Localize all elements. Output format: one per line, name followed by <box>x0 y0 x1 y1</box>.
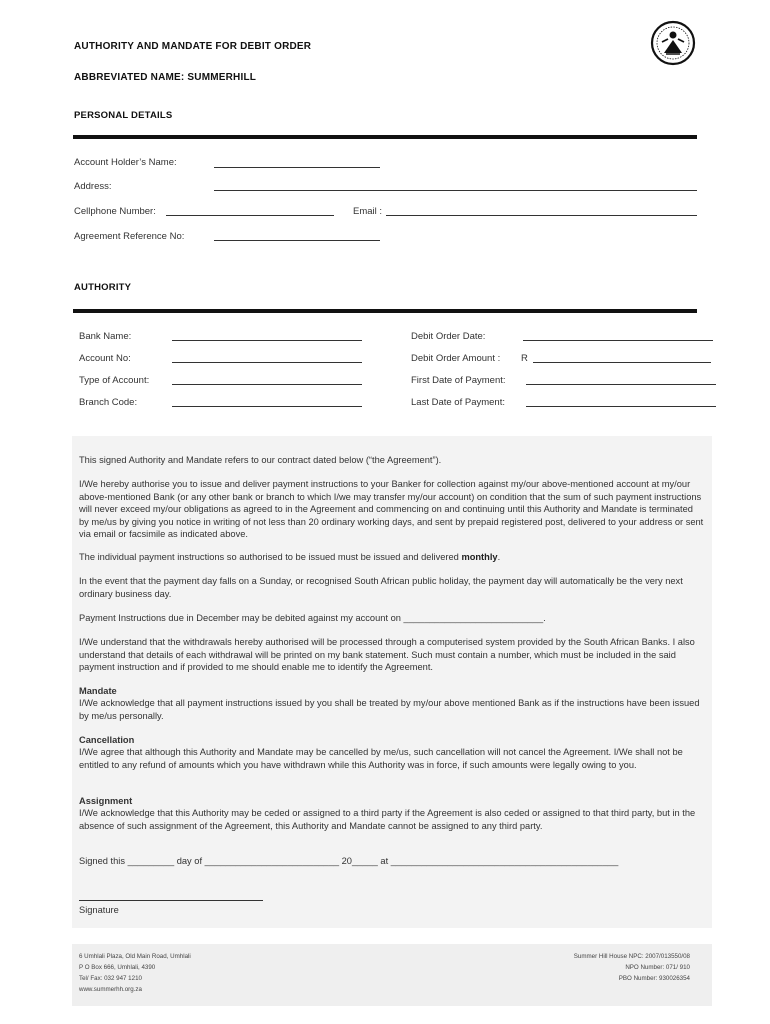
signed-line[interactable]: Signed this _________ day of __________________________ 20_____ at ____________________________________________ <box>79 856 619 866</box>
type-of-account-field[interactable] <box>172 384 362 385</box>
section-divider <box>73 309 697 313</box>
account-holder-field[interactable] <box>214 167 380 168</box>
first-date-field[interactable] <box>526 384 716 385</box>
agreement-ref-label: Agreement Reference No: <box>74 231 185 242</box>
footer-po-box: P O Box 666, Umhlali, 4390 <box>79 964 156 971</box>
email-field[interactable] <box>386 215 697 216</box>
footer-address: 6 Umhlali Plaza, Old Main Road, Umhlali <box>79 953 191 960</box>
account-holder-label: Account Holder’s Name: <box>74 157 177 168</box>
authorisation-paragraph: I/We hereby authorise you to issue and deliver payment instructions to your Banker for collection against my/our above-mentioned account at my/our above-mentioned Bank (or any other bank or branch to which I/we may transfer my/our account) on condition that the sum of such payment instructions will never exceed my/our obligations as agreed to in the Agreement and commencing on and continuing until this Authority and Mandate is terminated by me/us by giving you notice in writing of not less than 20 ordinary working days, and sent by prepaid registered post, delivered to your address or sent via email or facsimile as indicated above. <box>79 479 704 539</box>
authority-heading: AUTHORITY <box>74 282 132 293</box>
footer-pbo-number: PBO Number: 930026354 <box>618 975 690 982</box>
branch-code-field[interactable] <box>172 406 362 407</box>
branch-code-label: Branch Code: <box>79 397 138 408</box>
document-title: AUTHORITY AND MANDATE FOR DEBIT ORDER <box>74 41 312 52</box>
address-field[interactable] <box>214 190 697 191</box>
mandate-text: I/We acknowledge that all payment instructions issued by you shall be treated by my/our above mentioned Bank as if the instructions have been issued by me/us personally. <box>79 698 700 721</box>
debit-order-date-field[interactable] <box>523 340 713 341</box>
signature-label: Signature <box>79 905 119 915</box>
signature-field[interactable] <box>79 900 263 901</box>
debit-order-date-label: Debit Order Date: <box>411 331 486 342</box>
assignment-heading: Assignment <box>79 796 133 806</box>
abbreviated-name: ABBREVIATED NAME: SUMMERHILL <box>74 72 257 83</box>
assignment-text: I/We acknowledge that this Authority may be ceded or assigned to a third party if the Agreement is also ceded or assigned to that third party, but in the absence of such assignment of the Agreement, this Authority and Mandate cannot be assigned to any third party. <box>79 808 696 831</box>
summerhill-logo-icon <box>650 20 696 66</box>
first-date-label: First Date of Payment: <box>411 375 506 386</box>
cellphone-field[interactable] <box>166 215 334 216</box>
account-no-label: Account No: <box>79 353 131 364</box>
email-label: Email : <box>353 206 383 217</box>
december-paragraph: Payment Instructions due in December may be debited against my account on ___________________________. <box>79 613 546 623</box>
currency-symbol: R <box>521 353 528 364</box>
bank-name-label: Bank Name: <box>79 331 132 342</box>
frequency-paragraph: The individual payment instructions so authorised to be issued must be issued and delivered monthly. <box>79 552 501 562</box>
bank-name-field[interactable] <box>172 340 362 341</box>
footer-website: www.summerhh.org.za <box>79 986 142 993</box>
public-holiday-paragraph: In the event that the payment day falls on a Sunday, or recognised South African public holiday, the payment day will automatically be the very next ordinary business day. <box>79 576 683 599</box>
personal-details-heading: PERSONAL DETAILS <box>74 110 173 121</box>
type-of-account-label: Type of Account: <box>79 375 150 386</box>
agreement-ref-field[interactable] <box>214 240 380 241</box>
last-date-label: Last Date of Payment: <box>411 397 505 408</box>
cancellation-text: I/We agree that although this Authority and Mandate may be cancelled by me/us, such cancellation will not cancel the Agreement. I/We shall not be entitled to any refund of amounts which you have withdrawn while this Authority was in force, if such amounts were legally owing to you. <box>79 747 683 770</box>
agreement-reference-paragraph: This signed Authority and Mandate refers to our contract dated below (“the Agreement”). <box>79 455 442 465</box>
last-date-field[interactable] <box>526 406 716 407</box>
cancellation-heading: Cancellation <box>79 735 135 745</box>
footer-phone: Tel/ Fax: 032 947 1210 <box>79 975 142 982</box>
cellphone-label: Cellphone Number: <box>74 206 156 217</box>
debit-order-amount-label: Debit Order Amount : <box>411 353 501 364</box>
mandate-heading: Mandate <box>79 686 117 696</box>
frequency-value: monthly <box>461 552 498 562</box>
withdrawals-paragraph: I/We understand that the withdrawals hereby authorised will be processed through a computerised system provided by the South African Banks. I also understand that details of each withdrawal will be printed on my bank statement. Such must contain a number, which must be included in the said payment instruction and if provided to me should enable me to identify the Agreement. <box>79 637 695 672</box>
footer-npo-number: NPO Number: 071/ 910 <box>625 964 690 971</box>
debit-order-amount-field[interactable] <box>533 362 711 363</box>
account-no-field[interactable] <box>172 362 362 363</box>
footer-npc-number: Summer Hill House NPC: 2007/013550/08 <box>573 953 690 960</box>
address-label: Address: <box>74 181 112 192</box>
section-divider <box>73 135 697 139</box>
